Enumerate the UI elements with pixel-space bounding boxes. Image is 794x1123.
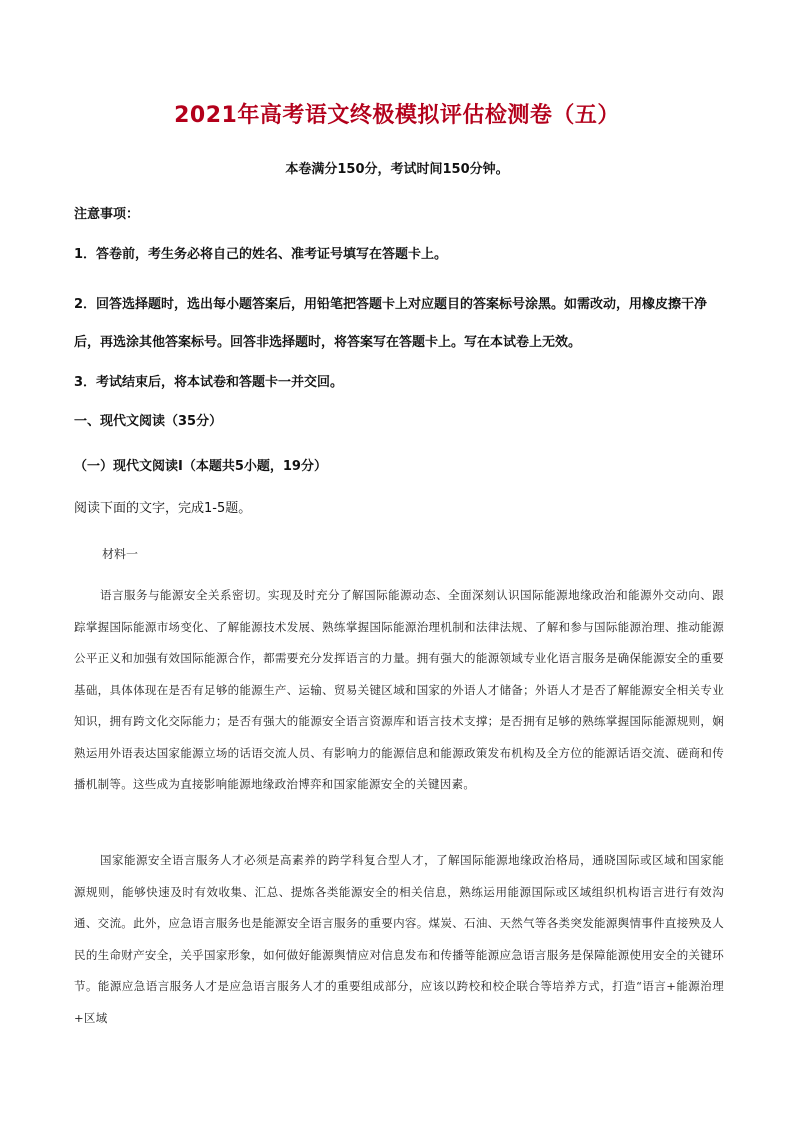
exam-subtitle: 本卷满分150分，考试时间150分钟。 bbox=[285, 162, 509, 177]
material-label: 材料一 bbox=[102, 547, 139, 561]
exam-title: 2021年高考语文终极模拟评估检测卷（五） bbox=[174, 103, 620, 128]
notice-heading: 注意事项： bbox=[74, 207, 140, 222]
notice-item-2: 2．回答选择题时，选出每小题答案后，用铅笔把答题卡上对应题目的答案标号涂黑。如需改动，用橡皮擦干净后，再选涂其他答案标号。回答非选择题时，将答案写在答题卡上。写在本试卷上无效。 bbox=[74, 297, 708, 350]
section-heading: 一、现代文阅读（35分） bbox=[74, 414, 223, 429]
notice-item-3: 3．考试结束后，将本试卷和答题卡一并交回。 bbox=[74, 375, 344, 390]
notice-item-1: 1．答卷前，考生务必将自己的姓名、准考证号填写在答题卡上。 bbox=[74, 247, 448, 262]
subsection-heading: （一）现代文阅读Ⅰ（本题共5小题，19分） bbox=[74, 459, 327, 474]
reading-instruction: 阅读下面的文字，完成1-5题。 bbox=[74, 501, 252, 516]
material-paragraph-2: 国家能源安全语言服务人才必须是高素养的跨学科复合型人才，了解国际能源地缘政治格局，通晓国际或区域和国家能源规则，能够快速及时有效收集、汇总、提炼各类能源安全的相关信息，熟练运用能源国际或区域组织机构语言进行有效沟通、交流。此外，应急语言服务也是能源安全语言服务的重要内容。煤炭、石油、天然气等各类突发能源舆情事件直接殃及人民的生命财产安全，关乎国家形象，如何做好能源舆情应对信息发布和传播等能源应急语言服务是保障能源使用安全的关键环节。能源应急语言服务人才是应急语言服务人才的重要组成部分，应该以跨校和校企联合等培养方式，打造“语言+能源治理+区域 bbox=[74, 853, 724, 1025]
material-paragraph-1: 语言服务与能源安全关系密切。实现及时充分了解国际能源动态、全面深刻认识国际能源地缘政治和能源外交动向、跟踪掌握国际能源市场变化、了解能源技术发展、熟练掌握国际能源治理机制和法律法规、了解和参与国际能源治理、推动能源公平正义和加强有效国际能源合作，都需要充分发挥语言的力量。拥有强大的能源领域专业化语言服务是确保能源安全的重要基础，具体体现在是否有足够的能源生产、运输、贸易关键区域和国家的外语人才储备；外语人才是否了解能源安全相关专业知识，拥有跨文化交际能力；是否有强大的能源安全语言资源库和语言技术支撑；是否拥有足够的熟练掌握国际能源规则，娴熟运用外语表达国家能源立场的话语交流人员、有影响力的能源信息和能源政策发布机构及全方位的能源话语交流、磋商和传播机制等。这些成为直接影响能源地缘政治博弈和国家能源安全的关键因素。 bbox=[74, 588, 724, 791]
